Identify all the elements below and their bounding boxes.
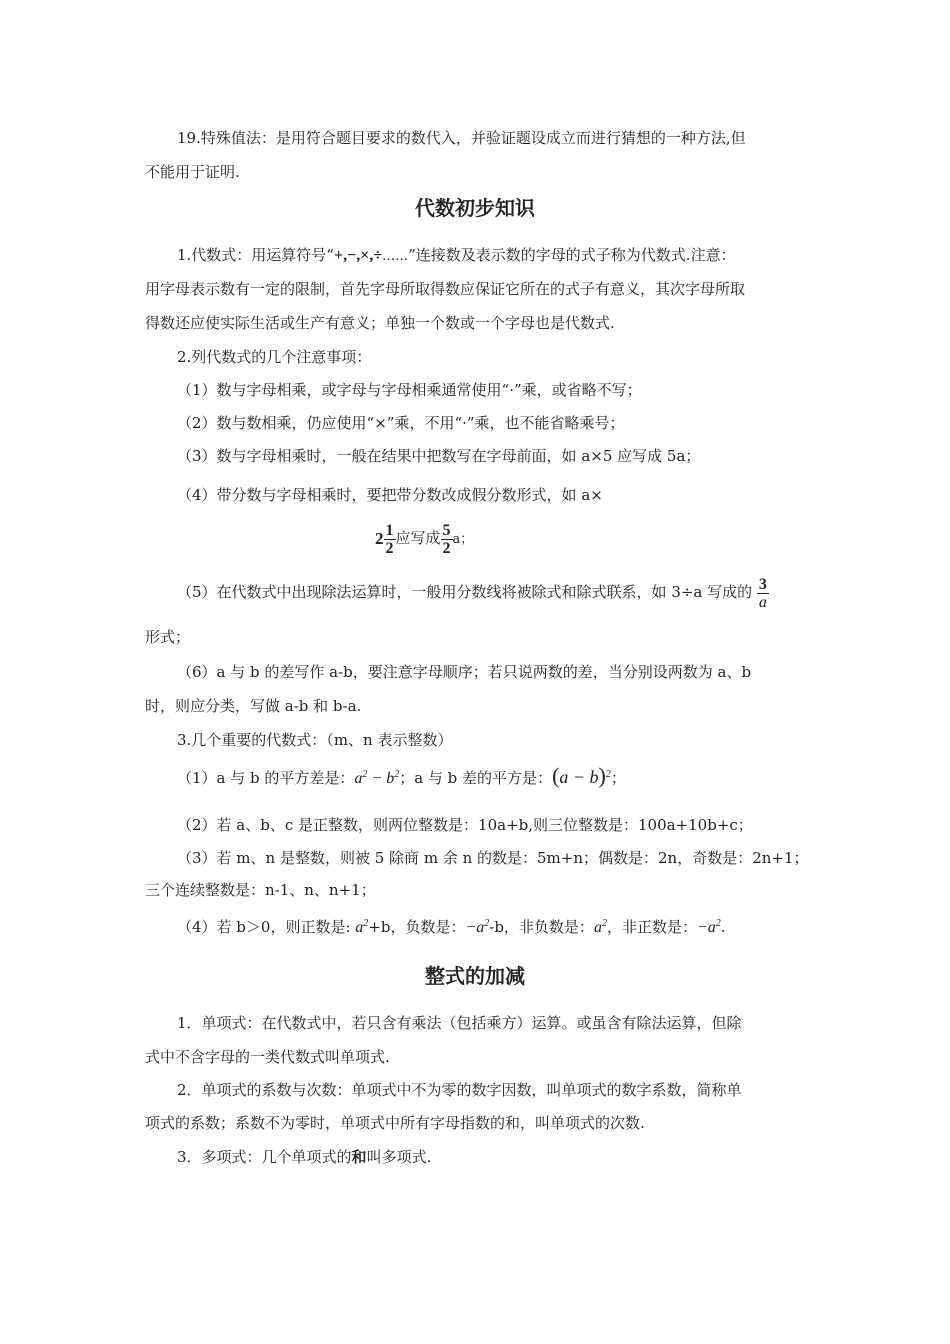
difference-of-squares: $a^2 - b^2$ (354, 769, 400, 787)
note-6-line1: （6）a 与 b 的差写作 a-b，要注意字母顺序；若只说两数的差，当分别设两数为 a、b (177, 663, 752, 681)
a-squared-2: $a^2$ (593, 918, 607, 936)
note-2: （2）数与数相乘，仍应使用“×”乘，不用“·”乘，也不能省略乘号； (177, 414, 625, 432)
a-squared-1: $a^2$ (355, 918, 369, 936)
definition-line2: 用字母表示数有一定的限制，首先字母所取得数应保证它所在的式子有意义，其次字母所取 (145, 280, 746, 298)
definition-text-a: 1.代数式：用运算符号“ (177, 246, 334, 264)
note-3: （3）数与字母相乘时，一般在结果中把数写在字母前面，如 a×5 应写成 5a； (177, 447, 701, 465)
paragraph-19-line2: 不能用于证明. (145, 163, 240, 181)
operator-symbols: +,−,×,÷ (333, 247, 383, 264)
note-1: （1）数与字母相乘，或字母与字母相乘通常使用“·”乘，或省略不写； (177, 381, 642, 399)
important-4: （4）若 b＞0，则正数是: $a^2+b$，负数是：$-a^2-b$，非负数是：$a^2$，非正数是：$-a^2$. (177, 918, 726, 936)
fraction-one-half: $\frac{1}{2}$ (385, 521, 394, 557)
neg-a-squared-1: $-a^2$ (465, 918, 490, 936)
definition-text-b: ”连接数及表示数的字母的式子称为代数式.注意： (408, 246, 736, 264)
mixed-number-equation (375, 518, 473, 560)
monomial-line1: 1．单项式：在代数式中，若只含有乘法（包括乘方）运算。或虽含有除法运算，但除 (177, 1014, 742, 1032)
bold-sum: 和 (351, 1148, 367, 1166)
note-5-line2: 形式； (145, 628, 191, 646)
square-of-difference: $(a - b)^2$ (552, 763, 611, 788)
should-write-as: 应写成 (395, 529, 441, 547)
neg-a-squared-2: $-a^2$ (696, 918, 721, 936)
monomial-line2: 式中不含字母的一类代数式叫单项式. (145, 1048, 390, 1066)
note-6-line2: 时，则应分类，写做 a-b 和 b-a. (145, 697, 362, 715)
note-5-line1 (177, 573, 769, 611)
important-3-line1: （3）若 m、n 是整数，则被 5 除商 m 余 n 的数是：5m+n；偶数是：2n，奇数是：2n+1； (177, 849, 809, 867)
equation-tail: a； (452, 532, 474, 547)
ellipsis: …… (382, 249, 409, 264)
notes-title: 2.列代数式的几个注意事项： (177, 348, 372, 366)
paragraph-19-line1: 19.特殊值法：是用符合题目要求的数代入，并验证题设成立而进行猜想的一种方法,但 (177, 129, 746, 147)
important-expressions-title: 3.几个重要的代数式：（m、n 表示整数） (177, 731, 453, 749)
important-1: （1）a 与 b 的平方差是：$a^2 - b^2$；a 与 b 差的平方是：$(a - b)^2$； (177, 763, 626, 788)
definition-line3: 得数还应使实际生活或生产有意义；单独一个数或一个字母也是代数式. (145, 314, 615, 332)
fraction-five-halves: $\frac{5}{2}$ (442, 521, 451, 557)
section-title-polynomials: 整式的加减 (425, 964, 525, 988)
polynomial-definition: 3．多项式：几个单项式的和叫多项式. (177, 1148, 432, 1166)
note-5-text: （5）在代数式中出现除法运算时，一般用分数线将被除式和除式联系，如 3÷a 写成的 (177, 583, 753, 601)
coefficient-line2: 项式的系数；系数不为零时，单项式中所有字母指数的和，叫单项式的次数. (145, 1114, 645, 1132)
fraction-three-over-a: $\frac{3}{a}$ (758, 575, 767, 611)
section-title-algebra: 代数初步知识 (415, 196, 535, 220)
important-3-line2: 三个连续整数是：n-1、n、n+1； (145, 881, 376, 899)
note-4: （4）带分数与字母相乘时，要把带分数改成假分数形式，如 a× (177, 486, 603, 504)
whole-number: 2 (375, 529, 384, 548)
coefficient-line1: 2．单项式的系数与次数：单项式中不为零的数字因数，叫单项式的数字系数，简称单 (177, 1081, 742, 1099)
important-2: （2）若 a、b、c 是正整数，则两位整数是：10a+b,则三位整数是：100a+10b+c； (177, 816, 753, 834)
definition-line1 (177, 244, 736, 268)
